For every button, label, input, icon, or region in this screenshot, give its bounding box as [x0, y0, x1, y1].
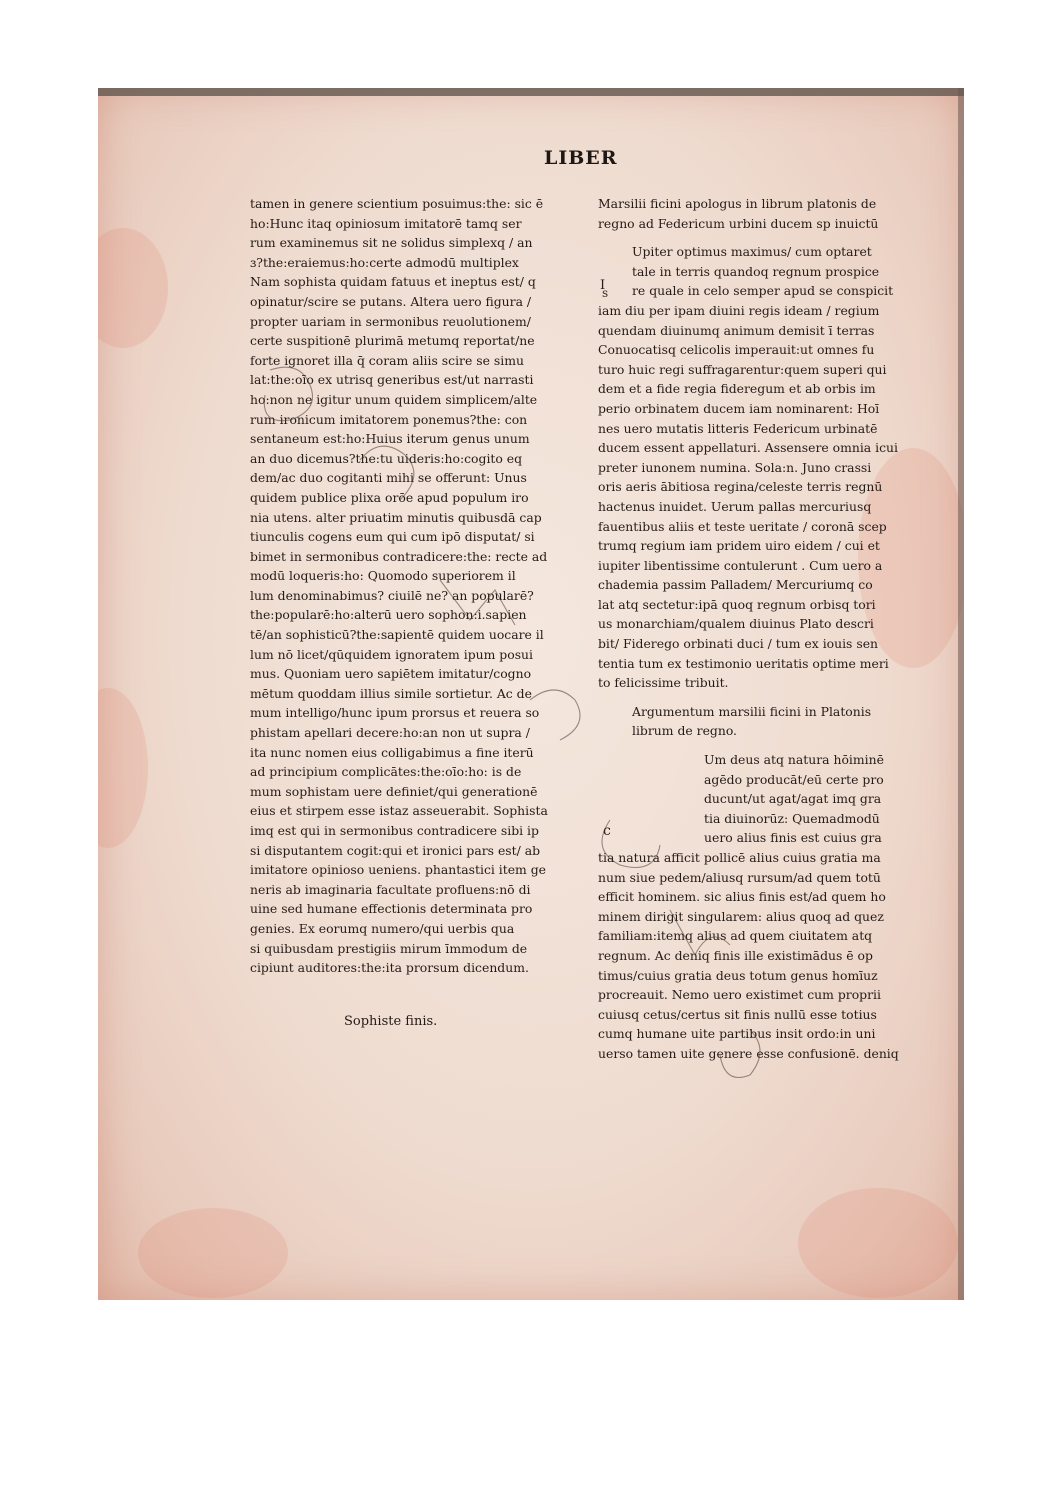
text-line: the:popularē:ho:alterū uero sophon:i.sapien	[250, 607, 527, 623]
page-header: LIBER	[544, 147, 618, 169]
text-line: iam diu per ipam diuini regis ideam / regium	[598, 302, 880, 318]
text-line: genies. Ex eorumq numero/qui uerbis qua	[250, 920, 515, 936]
text-line: timus/cuius gratia deus totum genus homīuz	[598, 967, 878, 983]
text-line: tamen in genere scientium posuimus:the: sic ē	[250, 196, 544, 211]
left-text-column	[250, 194, 572, 978]
text-line: hactenus inuidet. Uerum pallas mercuriusq	[598, 498, 872, 514]
text-line: ducem essent appellaturi. Assensere omnia icui	[598, 440, 898, 456]
text-line: cuiusq cetus/certus sit finis nullū esse totius	[598, 1006, 877, 1022]
text-line: familiam:itemq alius ad quem ciuitatem atq	[598, 928, 873, 944]
text-line: mētum quoddam illius simile sortietur. Ac de	[250, 685, 532, 701]
text-line: ho:Hunc itaq opiniosum imitatorē tamq ser	[250, 215, 522, 231]
text-line: uero alius finis est cuius gra	[704, 830, 882, 846]
text-line: quendam diuinumq animum demisit ī terras	[598, 322, 875, 338]
text-line: dem et a fide regia fideregum et ab orbis im	[598, 381, 876, 397]
text-line: ducunt/ut agat/agat imq gra	[704, 791, 882, 807]
title-line: regno ad Federicum urbini ducem sp inuictū	[598, 215, 879, 231]
text-line: num siue pedem/aliusq rursum/ad quem totū	[598, 869, 881, 885]
text-line: mus. Quoniam uero sapiētem imitatur/cogno	[250, 666, 532, 682]
text-line: Um deus atq natura hōiminē	[704, 752, 884, 768]
stain	[138, 1208, 288, 1298]
text-line: mum sophistam uere definiet/qui generationē	[250, 783, 538, 799]
text-line: ad principium complicātes:the:oīo:ho: is de	[250, 764, 522, 780]
text-line: dem/ac duo cogitanti mihi se offerunt: Unus	[250, 470, 527, 486]
text-line: to felicissime tribuit.	[598, 675, 729, 691]
text-line: regnum. Ac deniq finis ille existimādus ē op	[598, 947, 873, 963]
text-line: Conuocatisq celicolis imperauit:ut omnes fu	[598, 342, 875, 358]
text-line: lum denominabimus? ciuilē ne? an popularē?	[250, 587, 534, 603]
text-line: Nam sophista quidam fatuus et ineptus est/ q	[250, 274, 536, 290]
text-line: ita nunc nomen eius colligabimus a fine iterū	[250, 744, 534, 760]
text-line: quidem publice plixa orōe apud populum iro	[250, 489, 529, 505]
right-text-column	[598, 194, 920, 1064]
title-line: Marsilii ficini apologus in librum platonis de	[598, 196, 877, 211]
text-line: si quibusdam prestigiis mirum īmmodum de	[250, 940, 528, 956]
stain	[798, 1188, 958, 1298]
text-line: agēdo producāt/eū certe pro	[704, 771, 884, 787]
title-line: librum de regno.	[632, 723, 737, 739]
text-line: tia natura afficit pollicē alius cuius gratia ma	[598, 850, 881, 865]
guide-letter-2: c	[603, 823, 611, 839]
text-line: mum intelligo/hunc ipum prorsus et reuera so	[250, 705, 540, 721]
text-line: fauentibus aliis et teste ueritate / coronā scep	[598, 518, 887, 534]
text-line: lat:the:oīo ex utrisq generibus est/ut narrasti	[250, 372, 534, 388]
stain	[98, 688, 148, 848]
text-line: imq est qui in sermonibus contradicere sibi ip	[250, 823, 539, 838]
text-line: opinatur/scire se putans. Altera uero figura /	[250, 293, 532, 309]
stain	[98, 228, 168, 348]
text-line: cumq humane uite partibus insit ordo:in uni	[598, 1026, 876, 1042]
text-line: modū loqueris:ho: Quomodo superiorem il	[250, 568, 516, 584]
text-line: perio orbinatem ducem iam nominarent: Hoī	[598, 400, 880, 416]
text-line: tē/an sophisticū?the:sapientē quidem uocare il	[250, 627, 544, 643]
argumentum-opening	[598, 750, 920, 848]
text-line: minem dirigit singularem: alius quoq ad quez	[598, 908, 884, 924]
text-line: tentia tum ex testimonio ueritatis optime meri	[598, 655, 889, 671]
text-line: ɜ?the:eraiemus:ho:certe admodū multiplex	[250, 254, 519, 270]
text-line: lat atq sectetur:ipā quoq regnum orbisq tori	[598, 596, 876, 612]
argumentum-title	[598, 702, 920, 741]
apologus-body	[598, 301, 920, 693]
text-line: procreauit. Nemo uero existimet cum proprii	[598, 987, 881, 1003]
title-line: Argumentum marsilii ficini in Platonis	[632, 703, 872, 719]
text-line: tia diuinorūz: Quemadmodū	[704, 810, 880, 826]
apologus-title	[598, 194, 920, 233]
margin-mark: s	[602, 286, 609, 300]
text-line: rum examinemus sit ne solidus simplexq / an	[250, 235, 533, 251]
text-line: trumq regium iam pridem uiro eidem / cui et	[598, 538, 880, 554]
text-line: tiunculis cogens eum qui cum ipō disputat/ si	[250, 529, 535, 545]
text-line: chademia passim Palladem/ Mercuriumq co	[598, 577, 873, 593]
text-line: nia utens. alter priuatim minutis quibusdā cap	[250, 509, 542, 525]
text-line: forte ignoret illa q̄ coram aliis scire se simu	[250, 352, 524, 368]
text-line: an duo dicemus?the:tu uideris:ho:cogito eq	[250, 450, 523, 466]
text-line: oris aeris ābitiosa regina/celeste terris regnū	[598, 479, 883, 495]
text-line: si disputantem cogit:qui et ironici pars est/ ab	[250, 842, 541, 858]
text-line: uerso tamen uite genere esse confusionē. deniq	[598, 1045, 899, 1061]
text-line: ho:non ne igitur unum quidem simplicem/alte	[250, 391, 538, 407]
colophon: Sophiste finis.	[344, 1014, 438, 1029]
text-line: preter iunonem numina. Sola:n. Juno crassi	[598, 459, 872, 475]
text-line: nes uero mutatis litteris Federicum urbinatē	[598, 420, 878, 436]
text-line: neris ab imaginaria facultate profluens:nō di	[250, 881, 531, 897]
text-line: sentaneum est:ho:Huius iterum genus unum	[250, 431, 530, 447]
text-line: turo huic regi suffragarentur:quem superi qui	[598, 361, 887, 377]
text-line: bit/ Fiderego orbinati duci / tum ex iouis sen	[598, 636, 879, 652]
text-line: rum ironicum imitatorem ponemus?the: con	[250, 411, 528, 427]
text-line: uine sed humane effectionis determinata pro	[250, 901, 533, 917]
text-line: lum nō licet/qūquidem ignoratem ipum posui	[250, 646, 534, 662]
text-line: propter uariam in sermonibus reuolutionem/	[250, 313, 531, 329]
text-line: cipiunt auditores:the:ita prorsum dicendum.	[250, 960, 529, 976]
text-line: certe suspitionē plurimā metumq reportat/ne	[250, 333, 535, 349]
text-line: re quale in celo semper apud se conspicit	[632, 283, 894, 299]
text-line: phistam apellari decere:ho:an non ut supra /	[250, 725, 530, 741]
text-line: imitatore opinioso ueniens. phantastici item ge	[250, 862, 547, 878]
text-line: eius et stirpem esse istaz asseuerabit. Sophista	[250, 803, 548, 819]
apologus-opening	[598, 242, 920, 301]
text-line: us monarchiam/qualem diuinus Plato descri	[598, 616, 874, 632]
text-line: efficit hominem. sic alius finis est/ad quem ho	[598, 889, 886, 905]
text-line: Upiter optimus maximus/ cum optaret	[632, 244, 872, 260]
guide-letter-1: I	[600, 278, 606, 293]
argumentum-body	[598, 848, 920, 1064]
text-line: tale in terris quandoq regnum prospice	[632, 263, 880, 279]
text-line: bimet in sermonibus contradicere:the: recte ad	[250, 548, 548, 564]
text-line: iupiter libentissime contulerunt . Cum uero a	[598, 557, 883, 573]
